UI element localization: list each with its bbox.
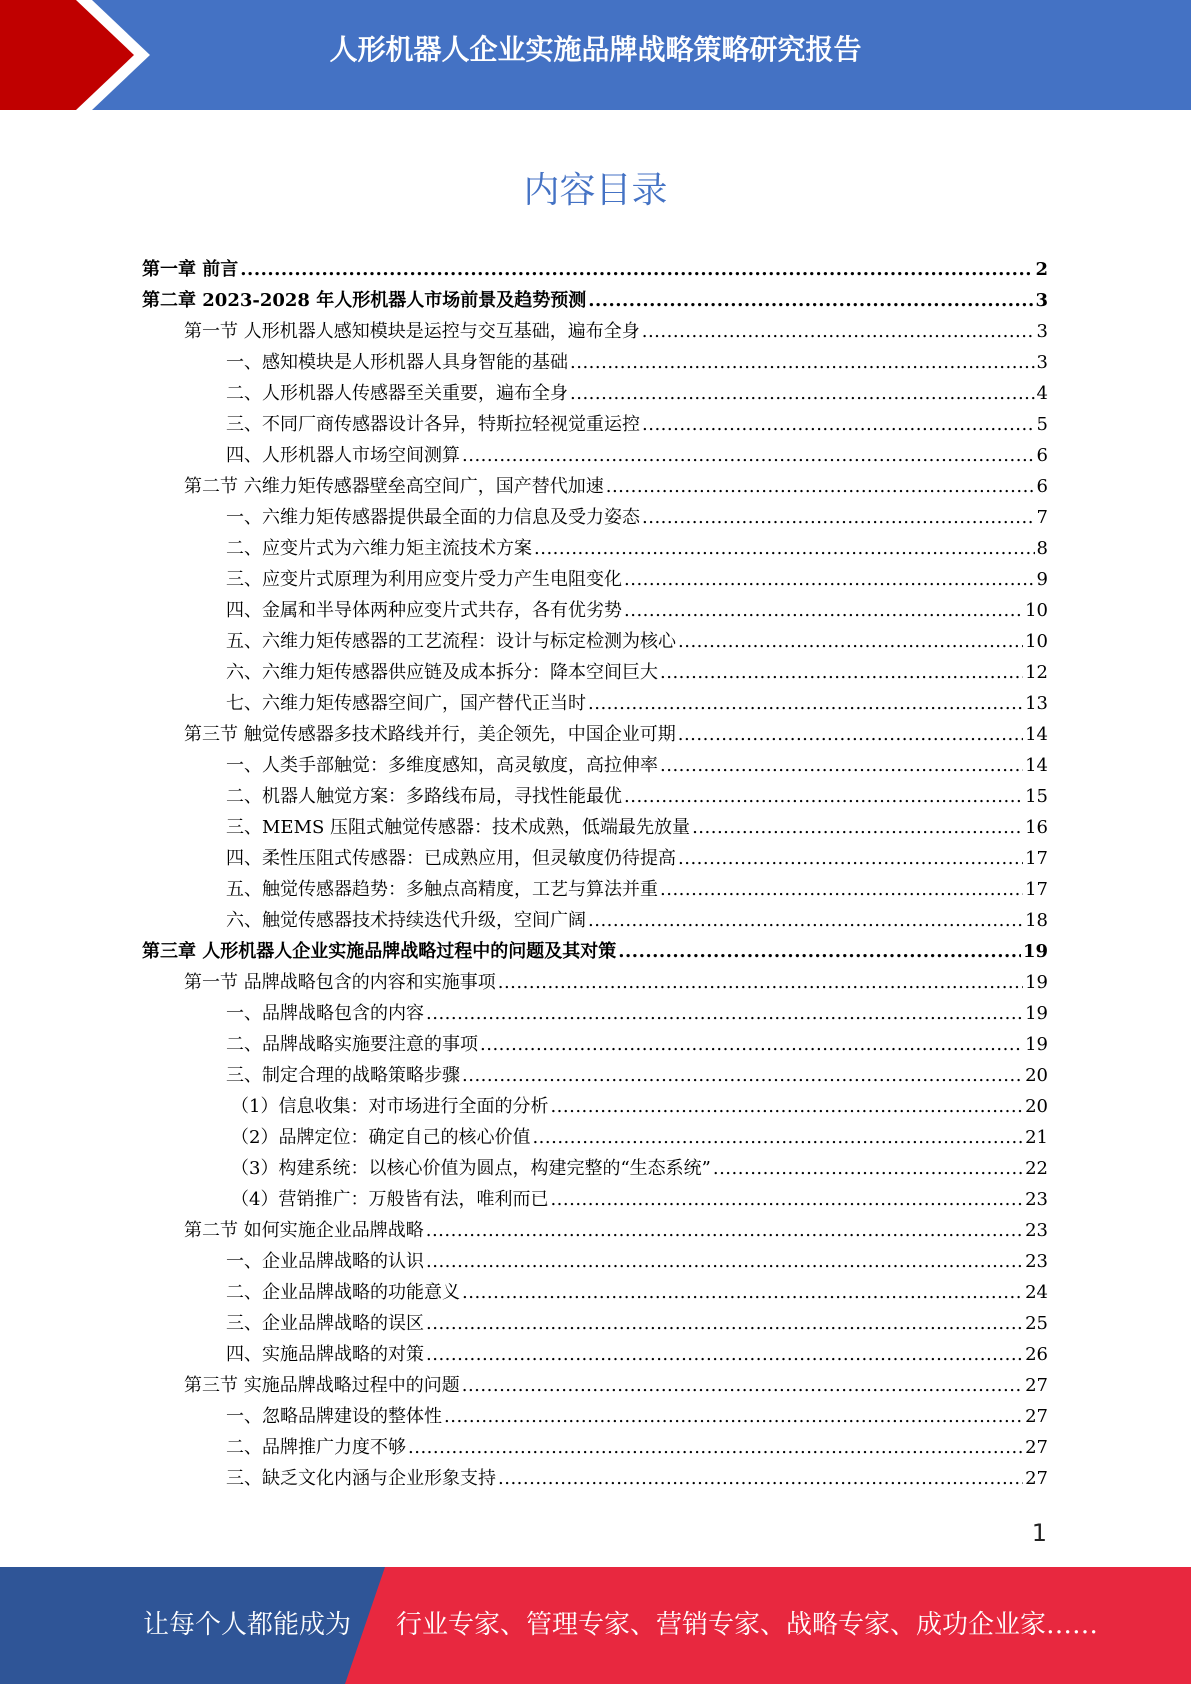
toc-entry-page: 18 (1025, 910, 1048, 931)
toc-entry-title: （4）营销推广：万般皆有法，唯利而已 (231, 1189, 549, 1210)
toc-entry-page: 19 (1022, 941, 1048, 962)
toc-entry[interactable] (142, 1277, 1048, 1308)
toc-entry[interactable] (142, 936, 1048, 967)
toc-entry-page: 27 (1025, 1375, 1048, 1396)
toc-dot-leader (660, 657, 1023, 688)
toc-dot-leader (240, 254, 1033, 285)
toc-entry-page: 5 (1036, 414, 1048, 435)
toc-entry[interactable] (142, 750, 1048, 781)
toc-dot-leader (550, 1091, 1023, 1122)
toc-entry-title: 四、金属和半导体两种应变片式共存，各有优劣势 (226, 600, 622, 621)
toc-entry-title: 一、六维力矩传感器提供最全面的力信息及受力姿态 (226, 507, 640, 528)
toc-entry-page: 19 (1025, 972, 1048, 993)
toc-entry-page: 10 (1025, 631, 1048, 652)
toc-entry-title: 七、六维力矩传感器空间广，国产替代正当时 (226, 693, 586, 714)
toc-entry[interactable] (142, 1153, 1048, 1184)
toc-dot-leader (678, 843, 1023, 874)
toc-entry[interactable] (142, 1432, 1048, 1463)
toc-entry-page: 3 (1036, 321, 1048, 342)
toc-dot-leader (462, 1370, 1023, 1401)
toc-dot-leader (624, 564, 1035, 595)
toc-entry-title: 第二节 如何实施企业品牌战略 (184, 1220, 424, 1241)
toc-dot-leader (426, 998, 1023, 1029)
toc-entry-title: 第一节 品牌战略包含的内容和实施事项 (184, 972, 496, 993)
toc-dot-leader (462, 1277, 1023, 1308)
toc-dot-leader (678, 626, 1023, 657)
toc-dot-leader (642, 502, 1035, 533)
toc-entry[interactable] (142, 1060, 1048, 1091)
toc-dot-leader (462, 440, 1035, 471)
toc-entry-title: 第一节 人形机器人感知模块是运控与交互基础，遍布全身 (184, 321, 640, 342)
toc-entry-page: 17 (1025, 848, 1048, 869)
toc-entry-page: 23 (1025, 1251, 1048, 1272)
toc-dot-leader (550, 1184, 1023, 1215)
toc-entry[interactable] (142, 688, 1048, 719)
toc-entry-title: （3）构建系统：以核心价值为圆点，构建完整的“生态系统” (231, 1158, 711, 1179)
toc-dot-leader (462, 1060, 1023, 1091)
toc-entry-title: 二、品牌战略实施要注意的事项 (226, 1034, 478, 1055)
toc-entry-title: 六、触觉传感器技术持续迭代升级，空间广阔 (226, 910, 586, 931)
footer-slogan-right: 行业专家、管理专家、营销专家、战略专家、成功企业家…… (396, 1610, 1099, 1640)
toc-entry-title: 三、不同厂商传感器设计各异，特斯拉轻视觉重运控 (226, 414, 640, 435)
toc-dot-leader (534, 533, 1035, 564)
toc-entry[interactable] (142, 843, 1048, 874)
footer-banner (0, 1567, 1191, 1684)
toc-dot-leader (444, 1401, 1023, 1432)
toc-entry-title: 第二节 六维力矩传感器壁垒高空间广，国产替代加速 (184, 476, 604, 497)
toc-entry-page: 10 (1025, 600, 1048, 621)
toc-entry-page: 15 (1025, 786, 1048, 807)
toc-entry[interactable] (142, 967, 1048, 998)
toc-entry-title: 六、六维力矩传感器供应链及成本拆分：降本空间巨大 (226, 662, 658, 683)
table-of-contents (142, 254, 1048, 1494)
toc-entry-page: 27 (1025, 1437, 1048, 1458)
toc-entry[interactable] (142, 1401, 1048, 1432)
toc-entry-title: 第三节 实施品牌战略过程中的问题 (184, 1375, 460, 1396)
toc-entry-page: 27 (1025, 1406, 1048, 1427)
toc-dot-leader (426, 1308, 1023, 1339)
toc-entry[interactable] (142, 254, 1048, 285)
toc-dot-leader (660, 750, 1023, 781)
toc-entry[interactable] (142, 1339, 1048, 1370)
toc-entry-title: 三、缺乏文化内涵与企业形象支持 (226, 1468, 496, 1489)
toc-entry[interactable] (142, 719, 1048, 750)
toc-dot-leader (570, 347, 1035, 378)
toc-entry[interactable] (142, 657, 1048, 688)
toc-entry-title: （1）信息收集：对市场进行全面的分析 (231, 1096, 549, 1117)
toc-entry-title: 第二章 2023-2028 年人形机器人市场前景及趋势预测 (142, 290, 587, 311)
toc-entry[interactable] (142, 595, 1048, 626)
footer-slogan-left: 让每个人都能成为 (143, 1610, 352, 1640)
toc-dot-leader (588, 688, 1023, 719)
toc-entry-page: 14 (1025, 724, 1048, 745)
toc-entry[interactable] (142, 812, 1048, 843)
toc-entry-page: 6 (1036, 445, 1048, 466)
toc-entry-title: 一、人类手部触觉：多维度感知，高灵敏度，高拉伸率 (226, 755, 658, 776)
toc-entry[interactable] (142, 626, 1048, 657)
toc-dot-leader (624, 595, 1023, 626)
toc-entry-page: 2 (1035, 259, 1048, 280)
toc-entry[interactable] (142, 533, 1048, 564)
toc-entry[interactable] (142, 378, 1048, 409)
toc-entry[interactable] (142, 1463, 1048, 1494)
toc-dot-leader (426, 1246, 1023, 1277)
toc-entry-title: 二、品牌推广力度不够 (226, 1437, 406, 1458)
toc-dot-leader (642, 409, 1035, 440)
toc-entry[interactable] (142, 905, 1048, 936)
toc-dot-leader (498, 1463, 1023, 1494)
toc-entry-title: 第三章 人形机器人企业实施品牌战略过程中的问题及其对策 (142, 941, 617, 962)
toc-entry-page: 20 (1025, 1065, 1048, 1086)
toc-entry[interactable] (142, 409, 1048, 440)
toc-entry-page: 23 (1025, 1189, 1048, 1210)
toc-entry-title: 一、忽略品牌建设的整体性 (226, 1406, 442, 1427)
toc-entry[interactable] (142, 1246, 1048, 1277)
toc-entry-page: 27 (1025, 1468, 1048, 1489)
toc-entry-title: 四、柔性压阻式传感器：已成熟应用，但灵敏度仍待提高 (226, 848, 676, 869)
toc-dot-leader (624, 781, 1023, 812)
toc-dot-leader (692, 812, 1023, 843)
toc-entry-page: 13 (1025, 693, 1048, 714)
toc-entry[interactable] (142, 502, 1048, 533)
toc-entry-page: 7 (1036, 507, 1048, 528)
toc-entry-page: 6 (1036, 476, 1048, 497)
toc-entry-page: 25 (1025, 1313, 1048, 1334)
toc-entry-title: 三、应变片式原理为利用应变片受力产生电阻变化 (226, 569, 622, 590)
toc-entry-title: 五、触觉传感器趋势：多触点高精度，工艺与算法并重 (226, 879, 658, 900)
toc-entry-page: 26 (1025, 1344, 1048, 1365)
toc-entry[interactable] (142, 1091, 1048, 1122)
toc-entry[interactable] (142, 471, 1048, 502)
header-banner (0, 0, 1191, 110)
toc-heading: 内容目录 (523, 170, 668, 211)
toc-dot-leader (570, 378, 1035, 409)
toc-entry-page: 3 (1036, 352, 1048, 373)
toc-entry[interactable] (142, 285, 1048, 316)
toc-entry-title: 一、感知模块是人形机器人具身智能的基础 (226, 352, 568, 373)
toc-entry-title: 二、应变片式为六维力矩主流技术方案 (226, 538, 532, 559)
toc-entry-title: 四、人形机器人市场空间测算 (226, 445, 460, 466)
toc-dot-leader (532, 1122, 1023, 1153)
toc-entry-title: 第一章 前言 (142, 259, 239, 280)
toc-entry[interactable] (142, 1308, 1048, 1339)
toc-entry-page: 8 (1036, 538, 1048, 559)
toc-entry[interactable] (142, 440, 1048, 471)
toc-dot-leader (618, 936, 1021, 967)
toc-entry[interactable] (142, 316, 1048, 347)
toc-entry-title: 四、实施品牌战略的对策 (226, 1344, 424, 1365)
toc-entry-title: 一、品牌战略包含的内容 (226, 1003, 424, 1024)
toc-dot-leader (480, 1029, 1023, 1060)
toc-entry-title: （2）品牌定位：确定自己的核心价值 (231, 1127, 531, 1148)
toc-entry[interactable] (142, 1370, 1048, 1401)
toc-entry-title: 三、企业品牌战略的误区 (226, 1313, 424, 1334)
toc-entry-page: 9 (1036, 569, 1048, 590)
toc-entry-title: 第三节 触觉传感器多技术路线并行，美企领先，中国企业可期 (184, 724, 676, 745)
toc-entry[interactable] (142, 564, 1048, 595)
toc-entry-title: 三、制定合理的战略策略步骤 (226, 1065, 460, 1086)
toc-dot-leader (642, 316, 1035, 347)
toc-entry-page: 24 (1025, 1282, 1048, 1303)
toc-dot-leader (713, 1153, 1023, 1184)
toc-dot-leader (606, 471, 1035, 502)
toc-dot-leader (588, 905, 1023, 936)
toc-entry-page: 20 (1025, 1096, 1048, 1117)
page-number: 1 (1031, 1519, 1047, 1547)
toc-entry-page: 21 (1025, 1127, 1048, 1148)
toc-entry-title: 一、企业品牌战略的认识 (226, 1251, 424, 1272)
toc-dot-leader (678, 719, 1023, 750)
toc-entry[interactable] (142, 1184, 1048, 1215)
toc-entry-page: 23 (1025, 1220, 1048, 1241)
toc-entry-page: 16 (1025, 817, 1048, 838)
toc-entry[interactable] (142, 874, 1048, 905)
toc-entry-page: 4 (1036, 383, 1048, 404)
toc-entry-title: 二、企业品牌战略的功能意义 (226, 1282, 460, 1303)
toc-dot-leader (660, 874, 1023, 905)
report-title: 人形机器人企业实施品牌战略策略研究报告 (329, 33, 862, 66)
toc-entry[interactable] (142, 998, 1048, 1029)
toc-entry-page: 19 (1025, 1003, 1048, 1024)
toc-entry[interactable] (142, 1122, 1048, 1153)
toc-entry-page: 22 (1025, 1158, 1048, 1179)
toc-entry-page: 19 (1025, 1034, 1048, 1055)
toc-entry-page: 14 (1025, 755, 1048, 776)
toc-dot-leader (588, 285, 1033, 316)
toc-entry-title: 二、人形机器人传感器至关重要，遍布全身 (226, 383, 568, 404)
toc-dot-leader (498, 967, 1023, 998)
toc-entry[interactable] (142, 1029, 1048, 1060)
toc-entry-page: 3 (1035, 290, 1048, 311)
toc-entry[interactable] (142, 781, 1048, 812)
toc-entry-title: 三、MEMS 压阻式触觉传感器：技术成熟，低端最先放量 (226, 817, 691, 838)
toc-entry-page: 17 (1025, 879, 1048, 900)
toc-dot-leader (426, 1339, 1023, 1370)
toc-entry[interactable] (142, 1215, 1048, 1246)
toc-dot-leader (426, 1215, 1023, 1246)
toc-entry[interactable] (142, 347, 1048, 378)
toc-dot-leader (408, 1432, 1023, 1463)
toc-entry-page: 12 (1025, 662, 1048, 683)
toc-entry-title: 五、六维力矩传感器的工艺流程：设计与标定检测为核心 (226, 631, 676, 652)
toc-entry-title: 二、机器人触觉方案：多路线布局，寻找性能最优 (226, 786, 622, 807)
